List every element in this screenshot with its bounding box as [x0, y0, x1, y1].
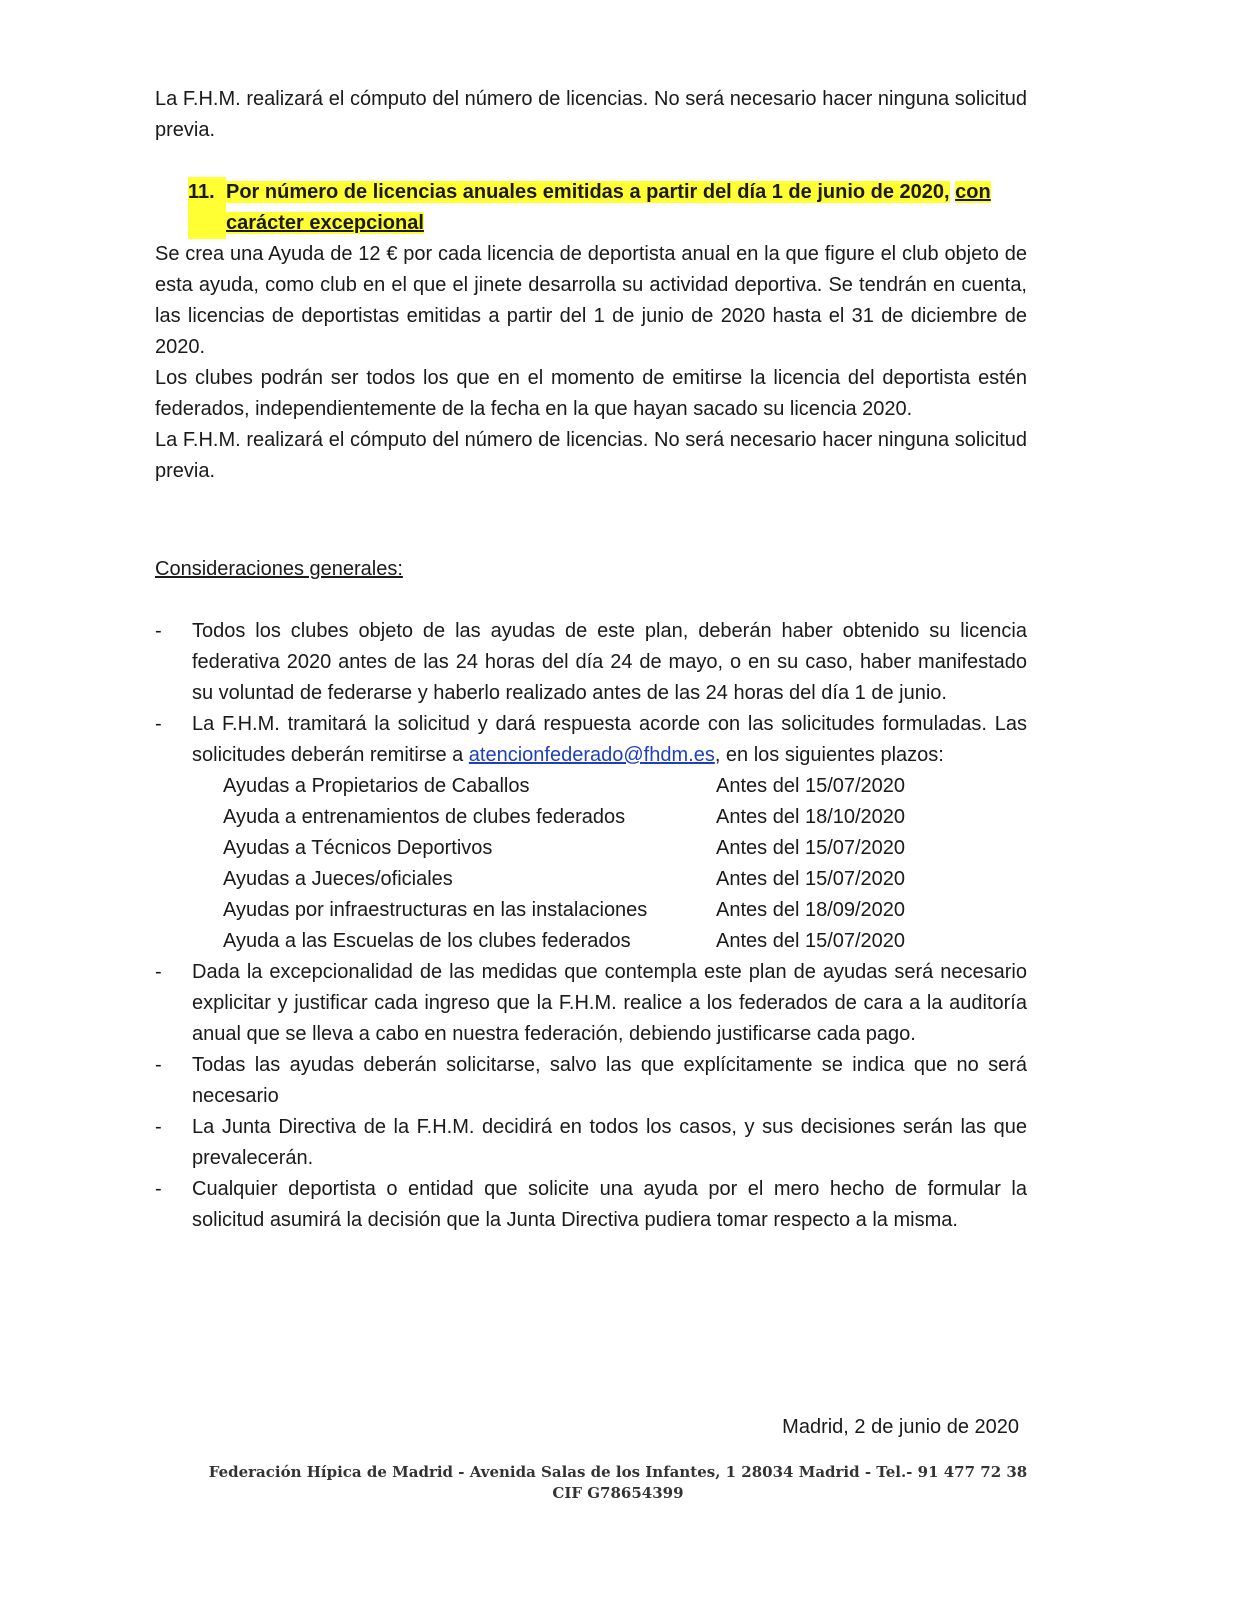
list-item: - La Junta Directiva de la F.H.M. decidirá en todos los casos, y sus decisiones serán las que prevalecerán. — [155, 1112, 1027, 1174]
deadline-name: Ayudas a Técnicos Deportivos — [223, 837, 493, 859]
deadline-row — [223, 895, 1027, 926]
email-link[interactable]: atencionfederado@fhdm.es — [468, 744, 715, 766]
deadline-date: Antes del 15/07/2020 — [716, 837, 906, 859]
deadline-row — [223, 926, 1027, 957]
section-11-heading — [155, 177, 1027, 239]
item-text: , en los siguientes plazos: — [714, 744, 944, 766]
deadline-name: Ayudas a Propietarios de Caballos — [223, 775, 530, 797]
section-heading-underlined: con carácter excepcional — [226, 181, 991, 234]
intro-paragraph: La F.H.M. realizará el cómputo del número de licencias. No será necesario hacer ninguna solicitud previa. — [155, 88, 1027, 141]
deadline-name: Ayuda a las Escuelas de los clubes federados — [223, 930, 631, 952]
signature-place-date: Madrid, 2 de junio de 2020 — [782, 1416, 1019, 1438]
deadline-date: Antes del 15/07/2020 — [716, 868, 906, 890]
deadline-row — [223, 771, 1027, 802]
section-11-paragraph-3: La F.H.M. realizará el cómputo del número de licencias. No será necesario hacer ninguna solicitud previa. — [155, 429, 1027, 482]
list-item: - Todas las ayudas deberán solicitarse, salvo las que explícitamente se indica que no será necesario — [155, 1050, 1027, 1112]
deadline-date: Antes del 15/07/2020 — [716, 930, 906, 952]
deadline-row — [223, 833, 1027, 864]
page-footer — [0, 1462, 1236, 1504]
list-item: - Dada la excepcionalidad de las medidas que contempla este plan de ayudas será necesario explicitar y justificar cada ingreso que la F.H.M. realice a los federados de cara a la auditoría anual que se lleva a cabo en nuestra federación, debiendo justificarse cada pago. — [155, 957, 1027, 1050]
list-item: - Todos los clubes objeto de las ayudas de este plan, deberán haber obtenido su licencia federativa 2020 antes de las 24 horas del día 24 de mayo, o en su caso, haber manifestado su voluntad de federarse y haberlo realizado antes de las 24 horas del día 1 de junio. — [155, 616, 1027, 709]
section-11-paragraph-1: Se crea una Ayuda de 12 € por cada licencia de deportista anual en la que figure el club objeto de esta ayuda, como club en el que el jinete desarrolla su actividad deportiva. Se tendrán en cuenta, las licencias de deportistas emitidas a partir del 1 de junio de 2020 hasta el 31 de diciembre de 2020. — [155, 243, 1027, 358]
general-considerations-list — [155, 616, 1027, 1236]
general-considerations-title: Consideraciones generales: — [155, 558, 403, 580]
document-body — [155, 84, 1027, 1438]
deadline-date: Antes del 18/09/2020 — [716, 899, 906, 921]
footer-address: Federación Hípica de Madrid - Avenida Salas de los Infantes, 1 28034 Madrid - Tel.- 91 477 72 38 — [208, 1463, 1028, 1481]
deadline-date: Antes del 15/07/2020 — [716, 775, 906, 797]
deadline-name: Ayuda a entrenamientos de clubes federados — [223, 806, 626, 828]
deadline-name: Ayudas a Jueces/oficiales — [223, 868, 453, 890]
deadline-row — [223, 864, 1027, 895]
deadline-row — [223, 802, 1027, 833]
list-item: - Cualquier deportista o entidad que solicite una ayuda por el mero hecho de formular la solicitud asumirá la decisión que la Junta Directiva pudiera tomar respecto a la misma. — [155, 1174, 1027, 1236]
deadline-name: Ayudas por infraestructuras en las instalaciones — [223, 899, 648, 921]
list-item — [155, 709, 1027, 957]
item-text: La F.H.M. tramitará la solicitud y dará respuesta acorde con las solicitudes formuladas. Las solicitudes deberán remitirse a — [192, 713, 1027, 766]
deadline-date: Antes del 18/10/2020 — [716, 806, 906, 828]
deadlines-table — [192, 771, 1027, 957]
section-11-paragraph-2: Los clubes podrán ser todos los que en el momento de emitirse la licencia del deportista estén federados, independientemente de la fecha en la que hayan sacado su licencia 2020. — [155, 367, 1027, 420]
footer-cif: CIF G78654399 — [552, 1484, 684, 1502]
section-heading-text: Por número de licencias anuales emitidas a partir del día 1 de junio de 2020, — [226, 181, 950, 203]
section-number: 11. — [188, 177, 226, 239]
